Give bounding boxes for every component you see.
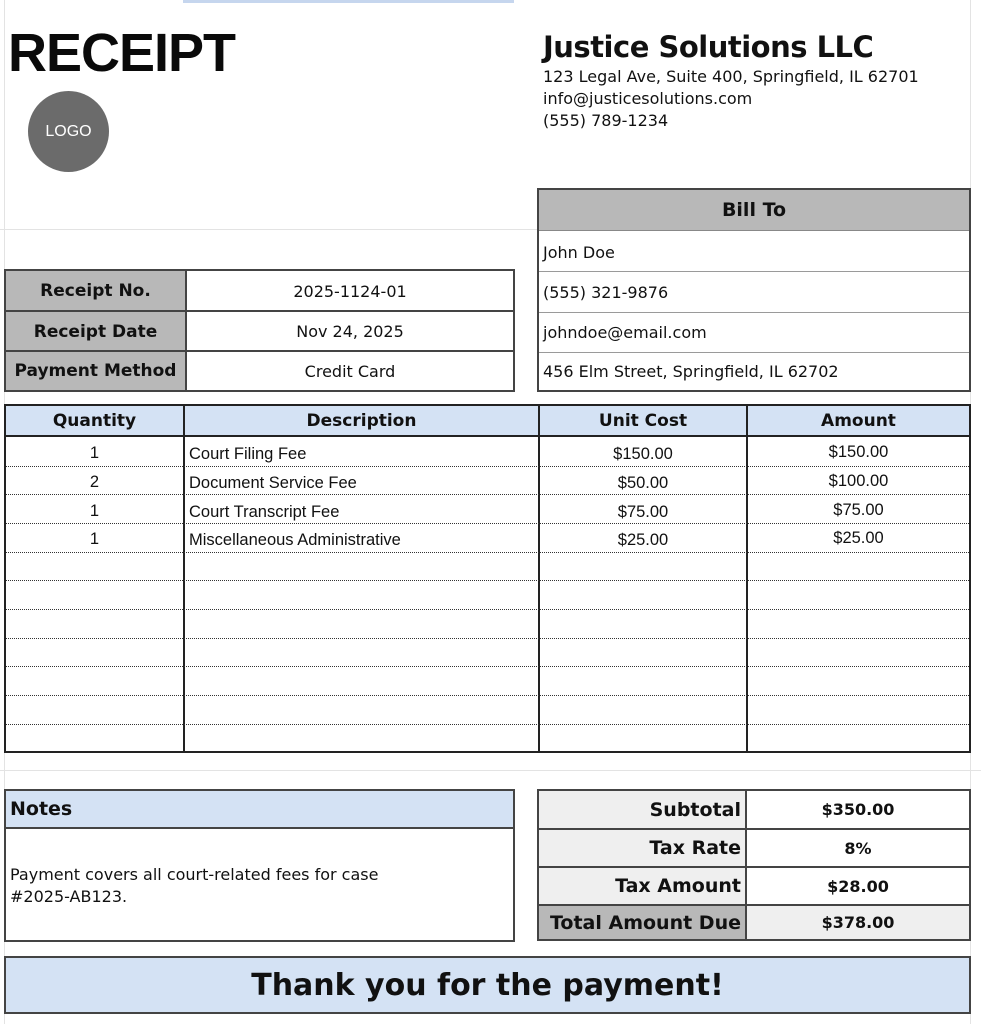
notes-text-line-1[interactable]: Payment covers all court-related fees for case [10, 865, 379, 884]
item-quantity[interactable]: 1 [89, 502, 100, 520]
item-description[interactable]: Miscellaneous Administrative [189, 531, 401, 549]
payment-method-value[interactable]: Credit Card [304, 361, 396, 381]
bill-to-name[interactable]: John Doe [543, 242, 615, 262]
notes-header-bar [6, 791, 513, 829]
divider [539, 828, 969, 830]
item-unit-cost[interactable]: $150.00 [613, 445, 673, 463]
item-amount[interactable]: $150.00 [828, 443, 889, 461]
item-amount[interactable]: $25.00 [833, 529, 884, 547]
divider [6, 310, 513, 312]
row-separator [6, 466, 969, 467]
total-due-value[interactable]: $378.00 [747, 906, 969, 939]
item-quantity[interactable]: 1 [89, 530, 100, 548]
subtotal-value[interactable]: $350.00 [821, 800, 895, 819]
row-separator [6, 609, 969, 610]
divider [185, 271, 187, 390]
column-header-quantity: Quantity [52, 410, 137, 431]
item-quantity[interactable]: 1 [89, 444, 100, 462]
notes-text-line-2[interactable]: #2025-AB123. [10, 887, 128, 906]
column-header-description: Description [306, 410, 417, 431]
sheet-column-highlight [183, 0, 514, 3]
row-separator [6, 523, 969, 524]
total-due-label: Total Amount Due [539, 906, 745, 939]
notes-box [4, 789, 515, 942]
company-logo: LOGO [28, 91, 109, 172]
column-header-unit-cost: Unit Cost [598, 410, 688, 431]
receipt-info-box [4, 269, 515, 392]
column-header-amount: Amount [821, 410, 896, 431]
row-separator [6, 580, 969, 581]
receipt-number-label: Receipt No. [6, 271, 185, 311]
item-quantity[interactable]: 2 [89, 473, 100, 491]
bill-to-address[interactable]: 456 Elm Street, Springfield, IL 62702 [543, 361, 839, 381]
row-separator [6, 552, 969, 553]
item-unit-cost[interactable]: $25.00 [617, 531, 669, 549]
subtotal-label: Subtotal [539, 791, 745, 828]
notes-header: Notes [10, 798, 73, 820]
receipt-date-label: Receipt Date [6, 312, 185, 351]
divider [539, 904, 969, 906]
company-phone: (555) 789-1234 [543, 111, 669, 130]
thank-you-banner: Thank you for the payment! [4, 956, 971, 1014]
row-separator [6, 666, 969, 667]
divider [539, 866, 969, 868]
page-title: RECEIPT [8, 23, 236, 83]
row-separator [6, 695, 969, 696]
row-separator [6, 494, 969, 495]
column-divider [183, 406, 185, 751]
bill-to-box [537, 188, 971, 392]
sheet-gridline [0, 770, 981, 771]
tax-amount-label: Tax Amount [539, 868, 745, 904]
divider [6, 350, 513, 352]
item-unit-cost[interactable]: $50.00 [617, 474, 669, 492]
company-address: 123 Legal Ave, Suite 400, Springfield, IL 62701 [543, 67, 919, 86]
bill-to-header: Bill To [539, 190, 969, 231]
item-unit-cost[interactable]: $75.00 [617, 503, 669, 521]
item-description[interactable]: Court Transcript Fee [189, 503, 340, 521]
items-table-header [6, 406, 969, 437]
item-amount[interactable]: $100.00 [828, 472, 889, 490]
item-description[interactable]: Court Filing Fee [189, 445, 307, 463]
payment-method-label: Payment Method [6, 352, 185, 390]
divider [745, 791, 747, 939]
tax-rate-label: Tax Rate [539, 830, 745, 866]
receipt-date-value[interactable]: Nov 24, 2025 [296, 322, 404, 341]
row-separator [6, 724, 969, 725]
sheet-gridline [0, 229, 537, 230]
row-separator [6, 638, 969, 639]
company-email: info@justicesolutions.com [543, 89, 753, 108]
tax-amount-value[interactable]: $28.00 [827, 876, 889, 896]
item-description[interactable]: Document Service Fee [189, 474, 357, 492]
totals-box [537, 789, 971, 941]
items-table [4, 404, 971, 753]
receipt-number-value[interactable]: 2025-1124-01 [293, 281, 407, 301]
company-name: Justice Solutions LLC [543, 30, 874, 64]
bill-to-phone[interactable]: (555) 321-9876 [543, 282, 669, 302]
bill-to-email[interactable]: johndoe@email.com [543, 322, 707, 342]
item-amount[interactable]: $75.00 [833, 501, 884, 519]
tax-rate-value[interactable]: 8% [844, 838, 872, 858]
